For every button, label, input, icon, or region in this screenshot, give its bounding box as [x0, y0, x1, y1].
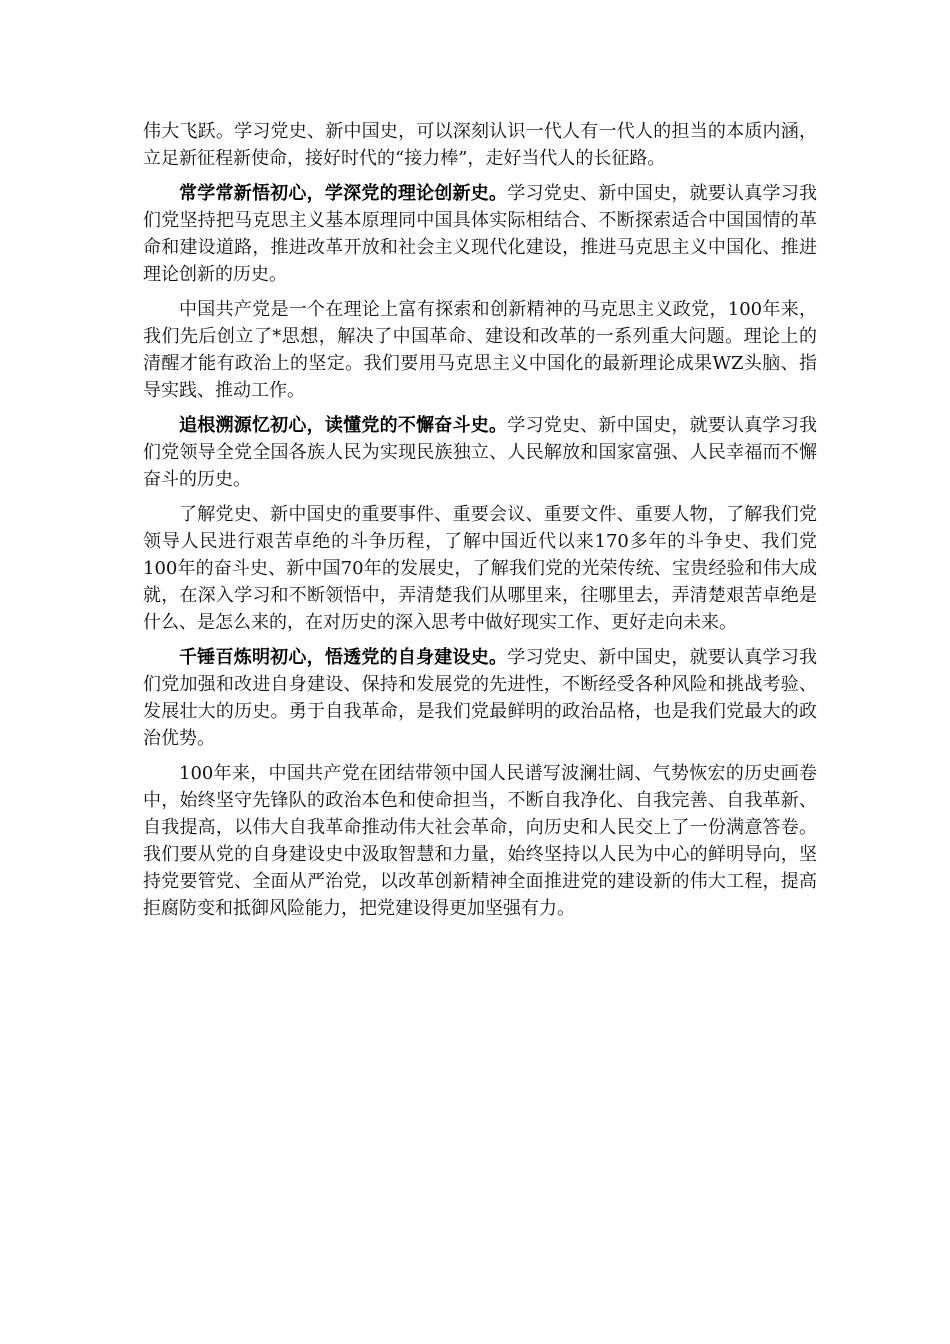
paragraph-heading: 追根溯源忆初心，读懂党的不懈奋斗史。: [179, 415, 508, 436]
paragraph-text: 学习党史、新中国史，就要认真学习我们党加强和改进自身建设、保持和发展党的先进性，不断经受各种风险和挑战考验、发展壮大的历史。勇于自我革命，是我们党最鲜明的政治品格，也是我们党最大的政治优势。: [143, 647, 817, 749]
paragraph-continuation: [143, 118, 817, 172]
paragraph-struggle-history: [143, 412, 817, 493]
paragraph-self-building-history: [143, 644, 817, 752]
paragraph-text: 了解党史、新中国史的重要事件、重要会议、重要文件、重要人物，了解我们党领导人民进行艰苦卓绝的斗争历程，了解中国近代以来170多年的斗争史、我们党100年的奋斗史、新中国70年的发展史，了解我们党的光荣传统、宝贵经验和伟大成就，在深入学习和不断领悟中，弄清楚我们从哪里来，往哪里去，弄清楚艰苦卓绝是什么、是怎么来的，在对历史的深入思考中做好现实工作、更好走向未来。: [143, 504, 817, 633]
paragraph-theory-detail: [143, 296, 817, 404]
paragraph-struggle-detail: [143, 501, 817, 636]
paragraph-text: 100年来，中国共产党在团结带领中国人民谱写波澜壮阔、气势恢宏的历史画卷中，始终坚守先锋队的政治本色和使命担当，不断自我净化、自我完善、自我革新、自我提高，以伟大自我革命推动伟大社会革命，向历史和人民交上了一份满意答卷。我们要从党的自身建设史中汲取智慧和力量，始终坚持以人民为中心的鲜明导向，坚持党要管党、全面从严治党，以改革创新精神全面推进党的建设新的伟大工程，提高拒腐防变和抵御风险能力，把党建设得更加坚强有力。: [143, 763, 817, 919]
paragraph-self-building-detail: [143, 760, 817, 922]
paragraph-text: 伟大飞跃。学习党史、新中国史，可以深刻认识一代人有一代人的担当的本质内涵，立足新征程新使命，接好时代的“接力棒”，走好当代人的长征路。: [143, 121, 817, 169]
paragraph-text: 学习党史、新中国史，就要认真学习我们党坚持把马克思主义基本原理同中国具体实际相结合、不断探索适合中国国情的革命和建设道路，推进改革开放和社会主义现代化建设，推进马克思主义中国化、推进理论创新的历史。: [143, 183, 817, 285]
paragraph-text: 中国共产党是一个在理论上富有探索和创新精神的马克思主义政党，100年来，我们先后创立了*思想，解决了中国革命、建设和改革的一系列重大问题。理论上的清醒才能有政治上的坚定。我们要用马克思主义中国化的最新理论成果WZ头脑、指导实践、推动工作。: [143, 299, 817, 401]
paragraph-theory-history: [143, 180, 817, 288]
paragraph-heading: 常学常新悟初心，学深党的理论创新史。: [179, 183, 508, 204]
paragraph-heading: 千锤百炼明初心，悟透党的自身建设史。: [179, 647, 508, 668]
document-body: [143, 118, 817, 930]
paragraph-text: 学习党史、新中国史，就要认真学习我们党领导全党全国各族人民为实现民族独立、人民解放和国家富强、人民幸福而不懈奋斗的历史。: [143, 415, 817, 490]
